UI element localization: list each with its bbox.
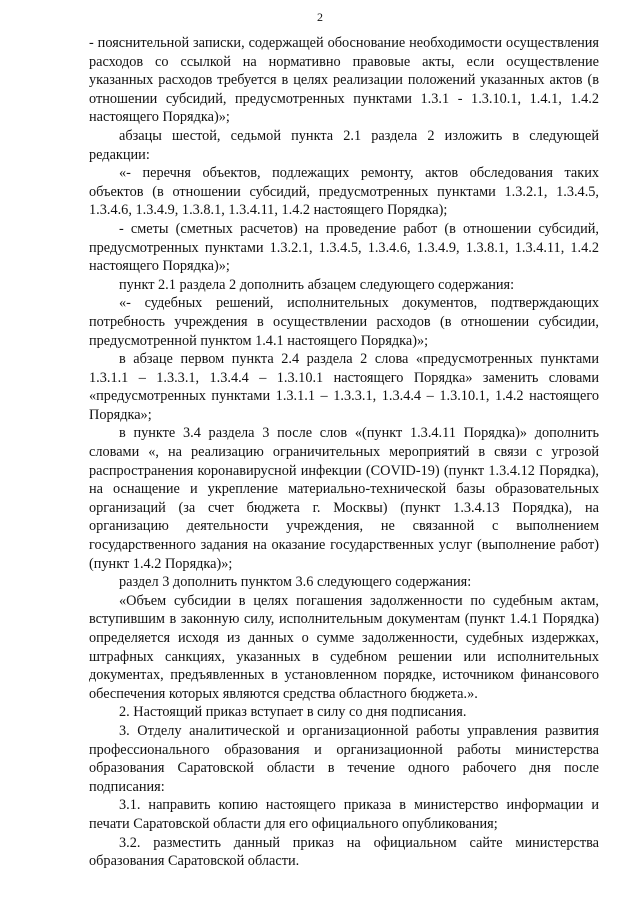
paragraph-supplement-2-1: пункт 2.1 раздела 2 дополнить абзацем следующего содержания: xyxy=(119,276,515,293)
paragraph-item-3: 3. Отделу аналитической и организационной работы управления развития профессионального образования и организационной работы министерства образования Саратовской области в течение одного рабочего дня после подписания: xyxy=(89,722,599,795)
paragraph-amend-2-4: в абзаце первом пункта 2.4 раздела 2 слова «предусмотренных пунктами 1.3.1.1 – 1.3.3.1, 1.3.4.4 – 1.3.10.1 настоящего Порядка» заменить словами «предусмотренных пунктами 1.3.1.1 – 1.3.3.1, 1.3.4.4 – 1.3.10.1, 1.4.2 настоящего Порядка»; xyxy=(89,351,599,423)
paragraph-estimates: - сметы (сметных расчетов) на проведение работ (в отношении субсидий, предусмотренных пунктами 1.3.2.1, 1.3.4.5, 1.3.4.6, 1.3.4.9, 1.3.8.1, 1.3.4.11, 1.4.2 настоящего Порядка)»; xyxy=(89,220,599,275)
paragraph-item-3-1: 3.1. направить копию настоящего приказа в министерство информации и печати Саратовской области для его официального опубликования; xyxy=(89,797,599,832)
paragraph-explanatory-note: - пояснительной записки, содержащей обоснование необходимости осуществления расходов со ссылкой на нормативно правовые акты, если осуществление указанных расходов требуется в целях реализации положений указанных актов (в отношении субсидий, предусмотренных пунктами 1.3.1 - 1.3.10.1, 1.4.1, 1.4.2 настоящего Порядка)»; xyxy=(89,35,599,126)
paragraph-amend-3-4: в пункте 3.4 раздела 3 после слов «(пункт 1.3.4.11 Порядка)» дополнить словами «, на реализацию ограничительных мероприятий в связи с угрозой распространения коронавирусной инфекции (COVID-19) (пункт 1.3.4.12 Порядка), на оснащение и укрепление материально-технической базы образовательных организаций (за счет бюджета г. Москвы) (пункт 1.3.4.13 Порядка), на организацию деятельности учреждения, не связанной с выполнением государственного задания на оказание государственных услуг (выполнение работ) (пункт 1.4.2 Порядка)»; xyxy=(89,425,599,572)
page-number: 2 xyxy=(317,10,323,24)
document-body xyxy=(89,34,599,871)
paragraph-supplement-3-6: раздел 3 дополнить пунктом 3.6 следующего содержания: xyxy=(119,574,472,591)
paragraph-court-decisions: «- судебных решений, исполнительных документов, подтверждающих потребность учреждения в осуществлении расходов (в отношении субсидии, предусмотренной пунктом 1.4.1 настоящего Порядка)»; xyxy=(89,295,599,349)
paragraph-item-3-2: 3.2. разместить данный приказ на официальном сайте министерства образования Саратовской области. xyxy=(89,834,599,870)
paragraph-objects-list: «- перечня объектов, подлежащих ремонту, актов обследования таких объектов (в отношении субсидий, предусмотренных пунктами 1.3.2.1, 1.3.4.5, 1.3.4.6, 1.3.4.9, 1.3.8.1, 1.3.4.11, 1.4.2 настоящего Порядка); xyxy=(89,165,599,219)
paragraph-amend-2-1: абзацы шестой, седьмой пункта 2.1 раздела 2 изложить в следующей редакции: xyxy=(89,127,599,163)
paragraph-subsidy-volume: «Объем субсидии в целях погашения задолженности по судебным актам, вступившим в законную силу, исполнительным документам (пункт 1.4.1 Порядка) определяется исходя из данных о сумме задолженности, судебных издержках, штрафных санкциях, указанных в судебном решении или исполнительных документах, предъявленных в установленном порядке, источником финансового обеспечения которых являются средства областного бюджета.». xyxy=(89,592,599,702)
paragraph-item-2: 2. Настоящий приказ вступает в силу со дня подписания. xyxy=(119,704,467,721)
